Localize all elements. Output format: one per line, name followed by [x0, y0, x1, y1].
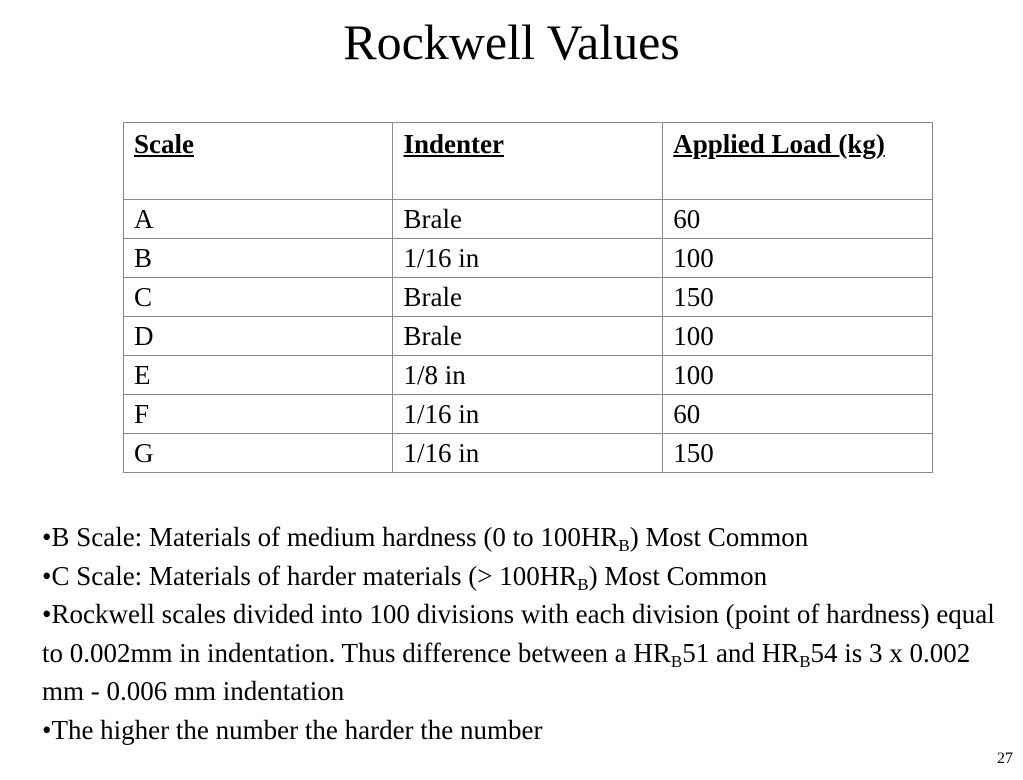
table-header-row [124, 123, 933, 200]
cell-load: 100 [663, 356, 933, 395]
cell-load: 60 [663, 200, 933, 239]
cell-indenter: Brale [393, 278, 663, 317]
subscript: B [670, 651, 683, 671]
bullet-list [42, 518, 1002, 749]
bullet-text: •B Scale: Materials of medium hardness (0 to 100HR [42, 522, 619, 552]
cell-indenter: 1/16 in [393, 434, 663, 473]
cell-scale: E [124, 356, 393, 395]
slide-title: Rockwell Values [343, 14, 680, 70]
bullet-text: ) Most Common [629, 522, 809, 552]
header-indenter: Indenter [393, 123, 663, 200]
bullet-c-scale [42, 557, 1002, 596]
cell-scale: B [124, 239, 393, 278]
table-row [124, 317, 933, 356]
bullet-text: 51 and HR [682, 637, 800, 668]
bullet-divisions [42, 595, 1002, 711]
cell-indenter: Brale [393, 200, 663, 239]
cell-load: 100 [663, 317, 933, 356]
header-applied-load: Applied Load (kg) [663, 123, 933, 200]
page-number: 27 [997, 750, 1013, 767]
bullet-b-scale [42, 518, 1002, 557]
bullet-text: •Rockwell scales divided into 100 divisions with each division (point of hardness) equal to 0.002mm in indentation. Thus difference between a HR [42, 599, 995, 668]
table-row [124, 200, 933, 239]
subscript: B [618, 536, 630, 555]
bullet-higher-number: •The higher the number the harder the number [42, 714, 543, 745]
cell-indenter: 1/8 in [393, 356, 663, 395]
cell-indenter: Brale [393, 317, 663, 356]
cell-indenter: 1/16 in [393, 239, 663, 278]
cell-scale: F [124, 395, 393, 434]
subscript: B [799, 651, 811, 671]
cell-scale: G [124, 434, 393, 473]
bullet-text: 54 is 3 x 0.002 mm - 0.006 mm indentation [42, 637, 971, 706]
cell-load: 60 [663, 395, 933, 434]
subscript: B [577, 574, 589, 594]
cell-load: 150 [663, 278, 933, 317]
header-scale: Scale [124, 123, 393, 200]
cell-scale: A [124, 200, 393, 239]
table-row [124, 356, 933, 395]
cell-load: 100 [663, 239, 933, 278]
table-row [124, 395, 933, 434]
bullet-text: ) Most Common [588, 560, 768, 591]
cell-scale: C [124, 278, 393, 317]
cell-scale: D [124, 317, 393, 356]
rockwell-table [123, 122, 933, 473]
table-row [124, 434, 933, 473]
table-row [124, 239, 933, 278]
table-row [124, 278, 933, 317]
bullet-text: •C Scale: Materials of harder materials (> 100HR [42, 560, 578, 591]
cell-indenter: 1/16 in [393, 395, 663, 434]
cell-load: 150 [663, 434, 933, 473]
